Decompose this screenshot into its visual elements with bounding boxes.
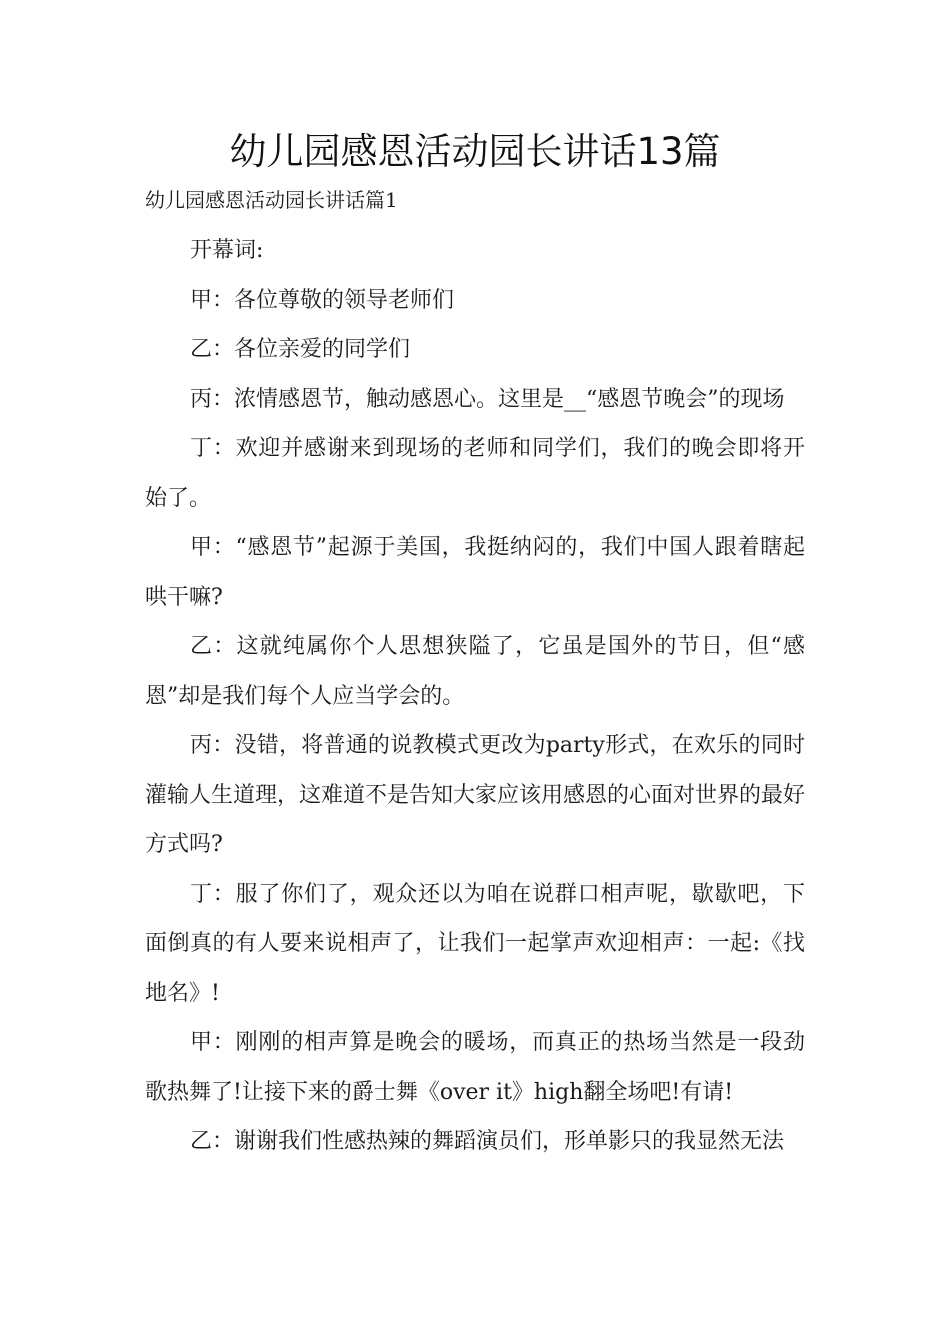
paragraph: 甲：各位尊敬的领导老师们	[190, 287, 455, 313]
paragraph: 丁：欢迎并感谢来到现场的老师和同学们，我们的晚会即将开始了。	[145, 436, 805, 511]
section-title: 幼儿园感恩活动园长讲话篇1	[145, 188, 398, 212]
paragraph: 甲：刚刚的相声算是晚会的暖场，而真正的热场当然是一段劲歌热舞了!让接下来的爵士舞《over it》high翻全场吧!有请!	[145, 1030, 805, 1105]
paragraph: 丁：服了你们了，观众还以为咱在说群口相声呢，歇歇吧，下面倒真的有人要来说相声了，让我们一起掌声欢迎相声：一起:《找地名》!	[145, 881, 805, 1006]
document-title: 幼儿园感恩活动园长讲话13篇	[229, 130, 721, 173]
paragraph: 丙：浓情感恩节，触动感恩心。这里是__“感恩节晚会”的现场	[190, 386, 785, 412]
paragraph: 丙：没错，将普通的说教模式更改为party形式，在欢乐的同时灌输人生道理，这难道不是告知大家应该用感恩的心面对世界的最好方式吗?	[145, 733, 806, 857]
paragraph: 甲：“感恩节”起源于美国，我挺纳闷的，我们中国人跟着瞎起哄干嘛?	[145, 535, 805, 610]
paragraph: 乙：谢谢我们性感热辣的舞蹈演员们，形单影只的我显然无法	[190, 1129, 785, 1154]
paragraph: 乙：这就纯属你个人思想狭隘了，它虽是国外的节日，但“感恩”却是我们每个人应当学会的。	[145, 634, 805, 709]
paragraph: 乙：各位亲爱的同学们	[190, 337, 411, 362]
paragraph-opening: 开幕词:	[190, 238, 264, 263]
document-body	[145, 226, 805, 1167]
